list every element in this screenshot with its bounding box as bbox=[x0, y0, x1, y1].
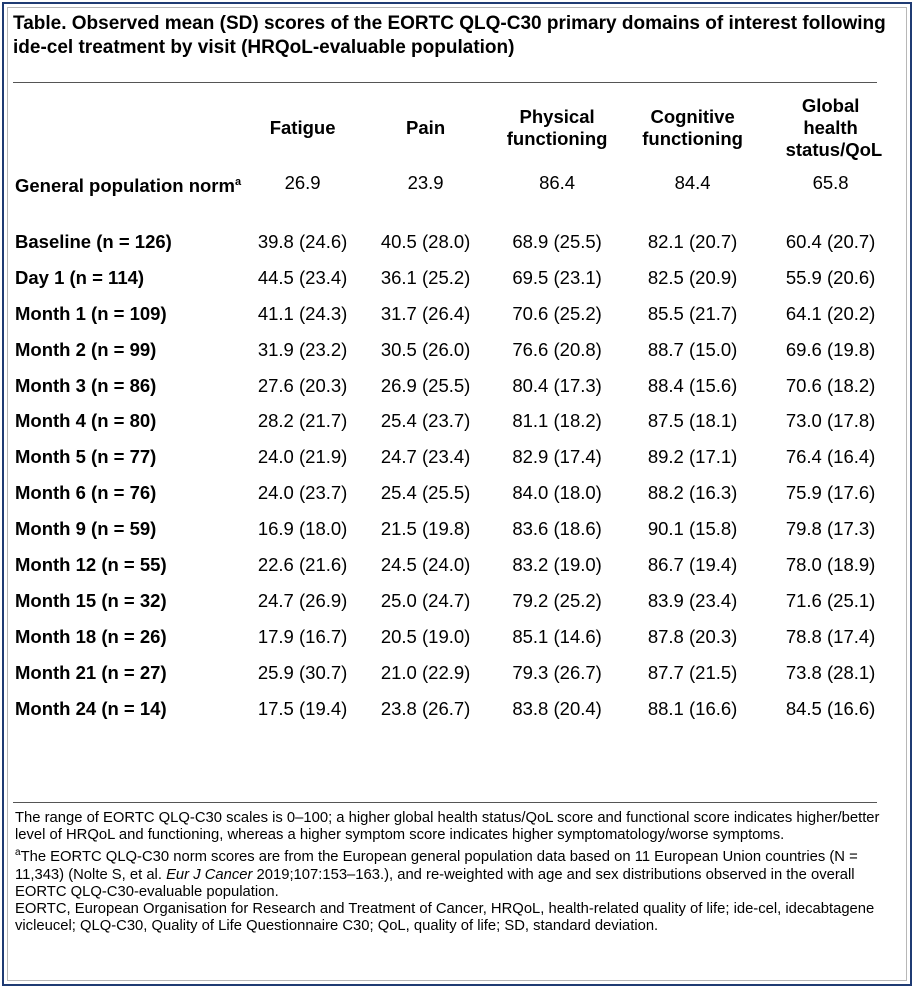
table-row bbox=[15, 547, 903, 583]
table-cell: 21.5 (19.8) bbox=[380, 518, 471, 540]
row-label: General population norm$^a$ bbox=[15, 175, 242, 197]
table-cell: 68.9 (25.5) bbox=[512, 230, 602, 252]
table-cell: 82.9 (17.4) bbox=[512, 446, 602, 468]
table-cell: 44.5 (23.4) bbox=[257, 266, 348, 288]
bottom-rule bbox=[13, 802, 877, 803]
table-cell: 17.5 (19.4) bbox=[257, 697, 348, 719]
row-label: Month 24 (n = 14) bbox=[15, 697, 167, 719]
range-footnote: The range of EORTC QLQ-C30 scales is 0–100; a higher global health status/QoL score and functional score indicates higher/better level of HRQoL and functioning, whereas a higher symptom score indicates higher symptomatology/worse symptoms. bbox=[15, 810, 880, 844]
norm-footnote: $^a$The EORTC QLQ-C30 norm scores are from the European general population data based on 11 European Union countries (N = 11,343) (Nolte S, et al. Eur J Cancer 2019;107:153–163.), and re-weighted with age and sex distributions observed in the overall EORTC QLQ-C30-evaluable population. bbox=[15, 847, 858, 900]
norm-row bbox=[15, 168, 903, 224]
table-cell: 25.0 (24.7) bbox=[380, 589, 471, 611]
table-cell: 17.9 (16.7) bbox=[257, 625, 348, 647]
table-cell: 87.8 (20.3) bbox=[647, 625, 738, 647]
table-cell: 83.9 (23.4) bbox=[647, 589, 738, 611]
table-row bbox=[15, 260, 903, 296]
table-cell: 86.4 bbox=[539, 172, 576, 193]
table-cell: 86.7 (19.4) bbox=[647, 553, 738, 575]
table-cell: 30.5 (26.0) bbox=[380, 338, 471, 360]
row-label: Month 12 (n = 55) bbox=[15, 553, 167, 575]
abbreviations-footnote: EORTC, European Organisation for Research and Treatment of Cancer, HRQoL, health-related quality of life; ide-cel, idecabtagene vicleucel; QLQ-C30, Quality of Life Questionnaire C30; QoL, quality of life; SD, standard deviation. bbox=[15, 900, 875, 935]
table-cell: 78.8 (17.4) bbox=[785, 625, 876, 647]
table-cell: 89.2 (17.1) bbox=[647, 446, 738, 468]
table-cell: 41.1 (24.3) bbox=[257, 302, 348, 324]
table-cell: 84.0 (18.0) bbox=[512, 482, 602, 504]
row-label: Month 5 (n = 77) bbox=[15, 446, 157, 468]
row-label: Month 21 (n = 27) bbox=[15, 661, 167, 683]
table-cell: 76.6 (20.8) bbox=[512, 338, 602, 360]
table-cell: 70.6 (25.2) bbox=[512, 302, 602, 324]
table-cell: 84.5 (16.6) bbox=[785, 697, 876, 719]
table-cell: 31.9 (23.2) bbox=[257, 338, 348, 360]
row-label: Day 1 (n = 114) bbox=[15, 266, 145, 288]
row-label: Baseline (n = 126) bbox=[15, 230, 172, 252]
table-row bbox=[15, 511, 903, 547]
table-cell: 82.5 (20.9) bbox=[647, 266, 738, 288]
table-row bbox=[15, 332, 903, 368]
table-cell: 90.1 (15.8) bbox=[647, 518, 738, 540]
table-cell: 24.5 (24.0) bbox=[380, 553, 471, 575]
table-row bbox=[15, 224, 903, 260]
table-cell: 27.6 (20.3) bbox=[257, 374, 348, 396]
table-cell: 26.9 bbox=[284, 172, 321, 193]
table-row bbox=[15, 619, 903, 655]
table-cell: 60.4 (20.7) bbox=[785, 230, 876, 252]
table-cell: 88.4 (15.6) bbox=[647, 374, 738, 396]
table-cell: 88.7 (15.0) bbox=[647, 338, 738, 360]
table-cell: 65.8 bbox=[812, 172, 849, 193]
row-label: Month 6 (n = 76) bbox=[15, 482, 157, 504]
table-row bbox=[15, 691, 903, 727]
row-label: Month 1 (n = 109) bbox=[15, 302, 167, 324]
table-row bbox=[15, 439, 903, 475]
table-cell: 87.7 (21.5) bbox=[647, 661, 738, 683]
table-cell: 69.5 (23.1) bbox=[512, 266, 602, 288]
table-cell: 88.1 (16.6) bbox=[647, 697, 738, 719]
table-cell: 79.3 (26.7) bbox=[512, 661, 602, 683]
table-cell: 85.5 (21.7) bbox=[647, 302, 738, 324]
table-cell: 75.9 (17.6) bbox=[785, 482, 876, 504]
table-cell: 25.4 (25.5) bbox=[380, 482, 471, 504]
table-row bbox=[15, 655, 903, 691]
row-label: Month 18 (n = 26) bbox=[15, 625, 167, 647]
column-header: Cognitive functioning bbox=[642, 106, 743, 149]
row-label: Month 2 (n = 99) bbox=[15, 338, 157, 360]
table-cell: 31.7 (26.4) bbox=[380, 302, 471, 324]
table-cell: 25.9 (30.7) bbox=[257, 661, 348, 683]
table-row bbox=[15, 475, 903, 511]
row-label: Month 9 (n = 59) bbox=[15, 518, 157, 540]
column-header: Physical functioning bbox=[506, 106, 608, 149]
table-row bbox=[15, 368, 903, 404]
table-cell: 83.6 (18.6) bbox=[512, 518, 602, 540]
table-cell: 23.8 (26.7) bbox=[380, 697, 471, 719]
table-cell: 78.0 (18.9) bbox=[785, 553, 876, 575]
table-cell: 16.9 (18.0) bbox=[257, 518, 348, 540]
table-cell: 81.1 (18.2) bbox=[512, 410, 602, 432]
table-cell: 83.2 (19.0) bbox=[512, 553, 602, 575]
table-cell: 28.2 (21.7) bbox=[257, 410, 348, 432]
row-label-header bbox=[15, 88, 241, 168]
column-header: Fatigue bbox=[269, 117, 336, 138]
table-cell: 25.4 (23.7) bbox=[380, 410, 471, 432]
row-label: Month 4 (n = 80) bbox=[15, 410, 157, 432]
top-rule bbox=[13, 82, 877, 83]
table-cell: 40.5 (28.0) bbox=[380, 230, 471, 252]
table-cell: 84.4 bbox=[674, 172, 711, 193]
table-cell: 82.1 (20.7) bbox=[647, 230, 738, 252]
column-header: Pain bbox=[406, 117, 446, 138]
table-cell: 73.0 (17.8) bbox=[785, 410, 876, 432]
table-cell: 24.7 (23.4) bbox=[380, 446, 471, 468]
table-row bbox=[15, 583, 903, 619]
table-cell: 24.0 (23.7) bbox=[257, 482, 348, 504]
table-cell: 24.0 (21.9) bbox=[257, 446, 348, 468]
table-cell: 26.9 (25.5) bbox=[380, 374, 471, 396]
table-cell: 20.5 (19.0) bbox=[380, 625, 471, 647]
table-cell: 36.1 (25.2) bbox=[380, 266, 471, 288]
table-frame bbox=[2, 2, 912, 986]
table-cell: 79.2 (25.2) bbox=[512, 589, 602, 611]
table-cell: 79.8 (17.3) bbox=[785, 518, 876, 540]
footnotes bbox=[15, 810, 885, 935]
table-row bbox=[15, 296, 903, 332]
table-cell: 83.8 (20.4) bbox=[512, 697, 602, 719]
table-cell: 71.6 (25.1) bbox=[785, 589, 876, 611]
table-cell: 70.6 (18.2) bbox=[785, 374, 876, 396]
table-cell: 88.2 (16.3) bbox=[647, 482, 738, 504]
table-cell: 80.4 (17.3) bbox=[512, 374, 602, 396]
table-cell: 69.6 (19.8) bbox=[785, 338, 876, 360]
table-title: Table. Observed mean (SD) scores of the EORTC QLQ-C30 primary domains of interest following ide-cel treatment by visit (HRQoL-evaluable population) bbox=[13, 13, 886, 58]
table-cell: 21.0 (22.9) bbox=[380, 661, 471, 683]
table-cell: 64.1 (20.2) bbox=[785, 302, 876, 324]
table-cell: 39.8 (24.6) bbox=[257, 230, 348, 252]
table-cell: 23.9 bbox=[407, 172, 444, 193]
table-cell: 76.4 (16.4) bbox=[785, 446, 876, 468]
table-cell: 24.7 (26.9) bbox=[257, 589, 348, 611]
row-label: Month 15 (n = 32) bbox=[15, 589, 167, 611]
table-cell: 22.6 (21.6) bbox=[257, 553, 348, 575]
table-cell: 73.8 (28.1) bbox=[785, 661, 876, 683]
row-label: Month 3 (n = 86) bbox=[15, 374, 157, 396]
table-row bbox=[15, 403, 903, 439]
table-cell: 87.5 (18.1) bbox=[647, 410, 738, 432]
data-table bbox=[15, 88, 903, 726]
column-header: Global health status/QoL bbox=[785, 95, 883, 160]
table-cell: 55.9 (20.6) bbox=[785, 266, 876, 288]
table-cell: 85.1 (14.6) bbox=[512, 625, 602, 647]
header-row bbox=[15, 88, 903, 168]
